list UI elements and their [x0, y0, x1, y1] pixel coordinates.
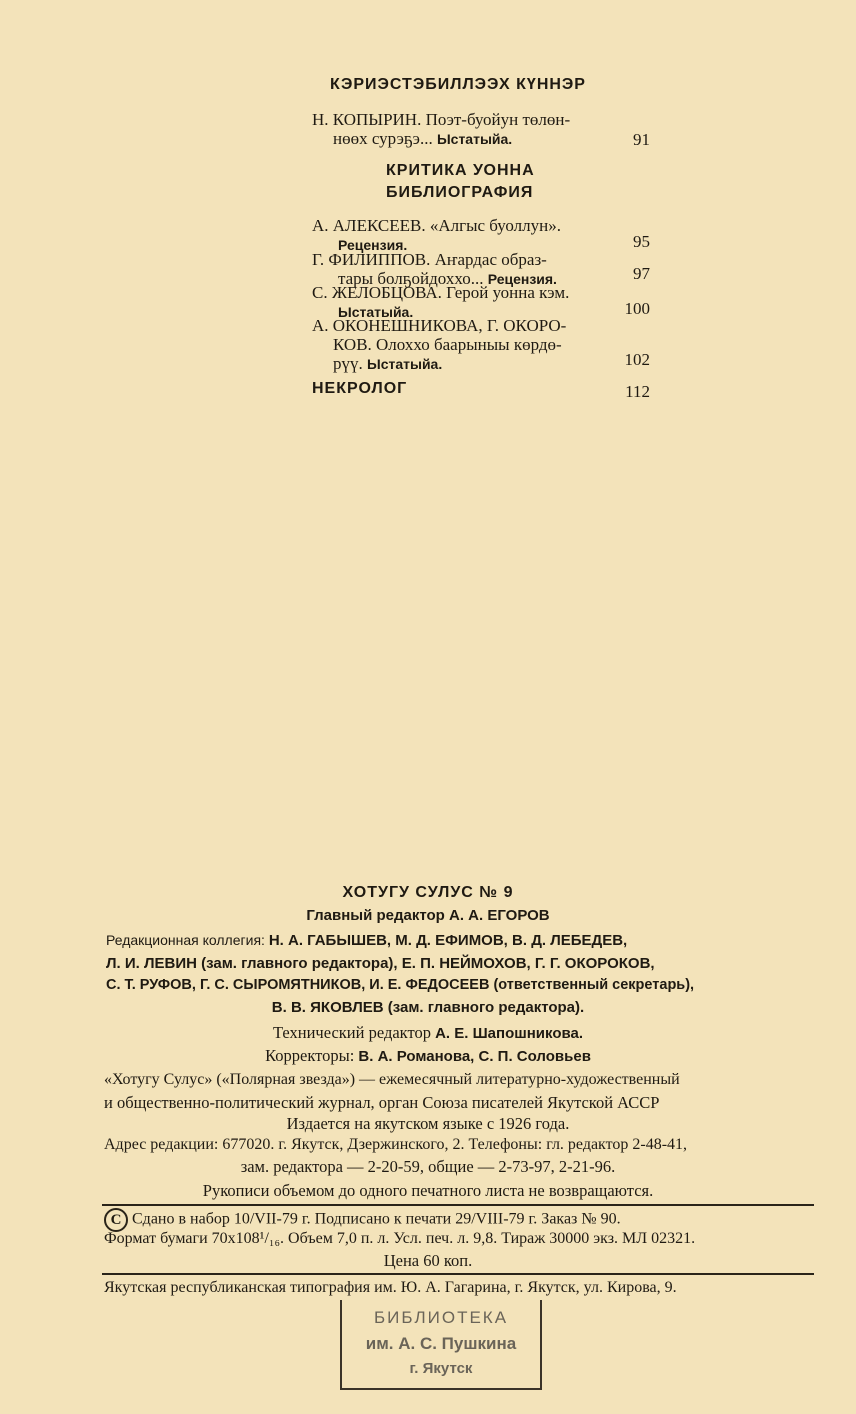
toc-page-number: 95	[633, 232, 650, 251]
print-info-line	[104, 1208, 621, 1232]
price: Цена 60 коп.	[383, 1251, 473, 1270]
section-heading-criticism: КРИТИКА УОННА	[386, 162, 535, 179]
library-stamp	[340, 1300, 542, 1390]
toc-entry-line: Н. КОПЫРИН. Поэт-буойун төлөн-	[312, 110, 571, 129]
proofreaders	[0, 1046, 856, 1066]
print-info-line: Формат бумаги 70х108¹/₁₆. Объем 7,0 п. л. Усл. печ. л. 9,8. Тираж 30000 экз. МЛ 02321.	[104, 1230, 696, 1247]
tech-editor-name: А. Е. Шапошникова.	[435, 1025, 584, 1042]
toc-page-number: 100	[624, 299, 650, 318]
chief-editor: Главный редактор А. А. ЕГОРОВ	[306, 907, 550, 924]
toc-page-number: 97	[633, 264, 650, 283]
toc-entry-genre: Ыстатыйа.	[367, 356, 443, 372]
toc-entry-line: КОВ. Олоххо баарыныы көрдө-	[333, 335, 562, 354]
board-label: Редакционная коллегия:	[106, 932, 269, 948]
toc-entry-line: Г. ФИЛИППОВ. Аҥардас образ-	[312, 250, 547, 269]
toc-page-number: 112	[625, 382, 650, 401]
editorial-address-line: Адрес редакции: 677020. г. Якутск, Дзержинского, 2. Телефоны: гл. редактор 2-48-41,	[104, 1136, 688, 1153]
proofreaders-names: В. А. Романова, С. П. Соловьев	[358, 1048, 591, 1065]
section-heading-memoirs: КЭРИЭСТЭБИЛЛЭЭХ КҮННЭР	[330, 76, 586, 93]
journal-title: ХОТУГУ СУЛУС № 9	[342, 884, 514, 901]
board-names: Н. А. ГАБЫШЕВ, М. Д. ЕФИМОВ, В. Д. ЛЕБЕДЕВ,	[268, 932, 628, 949]
toc-entry-line: нөөх сурэҕэ...	[333, 129, 437, 148]
technical-editor	[0, 1023, 856, 1043]
divider	[102, 1273, 814, 1275]
stamp-line: г. Якутск	[409, 1360, 473, 1377]
section-heading-obituary: НЕКРОЛОГ	[312, 380, 408, 397]
section-heading-bibliography: БИБЛИОГРАФИЯ	[386, 184, 534, 201]
editorial-board-line	[106, 932, 627, 950]
divider	[102, 1204, 814, 1206]
editorial-address-line: зам. редактора — 2-20-59, общие — 2-73-97, 2-21-96.	[240, 1157, 616, 1176]
toc-entry-line: А. ОКОНЕШНИКОВА, Г. ОКОРО-	[312, 316, 567, 335]
print-info-text: Сдано в набор 10/VII-79 г. Подписано к печати 29/VIII-79 г. Заказ № 90.	[132, 1210, 621, 1228]
journal-description-line: и общественно-политический журнал, орган Союза писателей Якутской АССР	[104, 1093, 660, 1112]
toc-entry-kopyrin	[312, 110, 652, 149]
toc-page-number: 91	[633, 130, 650, 149]
editorial-board-line: С. Т. РУФОВ, Г. С. СЫРОМЯТНИКОВ, И. Е. ФЕДОСЕЕВ (ответственный секретарь),	[106, 977, 695, 993]
stamp-line: им. А. С. Пушкина	[365, 1334, 517, 1353]
toc-page-number: 102	[624, 350, 650, 369]
toc-entry-line: С. ЖЕЛОБЦОВА. Герой уонна кэм.	[312, 283, 570, 302]
toc-entry-genre: Ыстатыйа.	[338, 304, 414, 320]
tech-editor-label: Технический редактор	[272, 1023, 436, 1042]
journal-description-line: «Хотугу Сулус» («Полярная звезда») — ежемесячный литературно-художественный	[104, 1071, 680, 1088]
stamp-line: БИБЛИОТЕКА	[373, 1308, 509, 1327]
copyright-icon: C	[104, 1208, 128, 1232]
toc-entry-genre: Ыстатыйа.	[436, 131, 513, 147]
manuscripts-notice: Рукописи объемом до одного печатного листа не возвращаются.	[202, 1181, 654, 1200]
toc-entry-genre: Рецензия.	[487, 271, 557, 287]
editorial-board-line: В. В. ЯКОВЛЕВ (зам. главного редактора).	[271, 999, 585, 1016]
printer-line: Якутская республиканская типография им. Ю. А. Гагарина, г. Якутск, ул. Кирова, 9.	[104, 1279, 677, 1296]
proofreaders-label: Корректоры:	[265, 1046, 359, 1065]
editorial-board-line: Л. И. ЛЕВИН (зам. главного редактора), Е. П. НЕЙМОХОВ, Г. Г. ОКОРОКОВ,	[106, 955, 655, 972]
toc-entry-genre: Рецензия.	[338, 237, 408, 253]
toc-entry-okoneshnikova	[312, 316, 652, 374]
toc-entry-line: тары болҕойдоххо...	[338, 269, 488, 288]
toc-entry-line: рүү.	[333, 354, 367, 373]
toc-entry-line: А. АЛЕКСЕЕВ. «Алгыс буоллун».	[312, 216, 561, 235]
journal-description-line: Издается на якутском языке с 1926 года.	[286, 1114, 570, 1133]
